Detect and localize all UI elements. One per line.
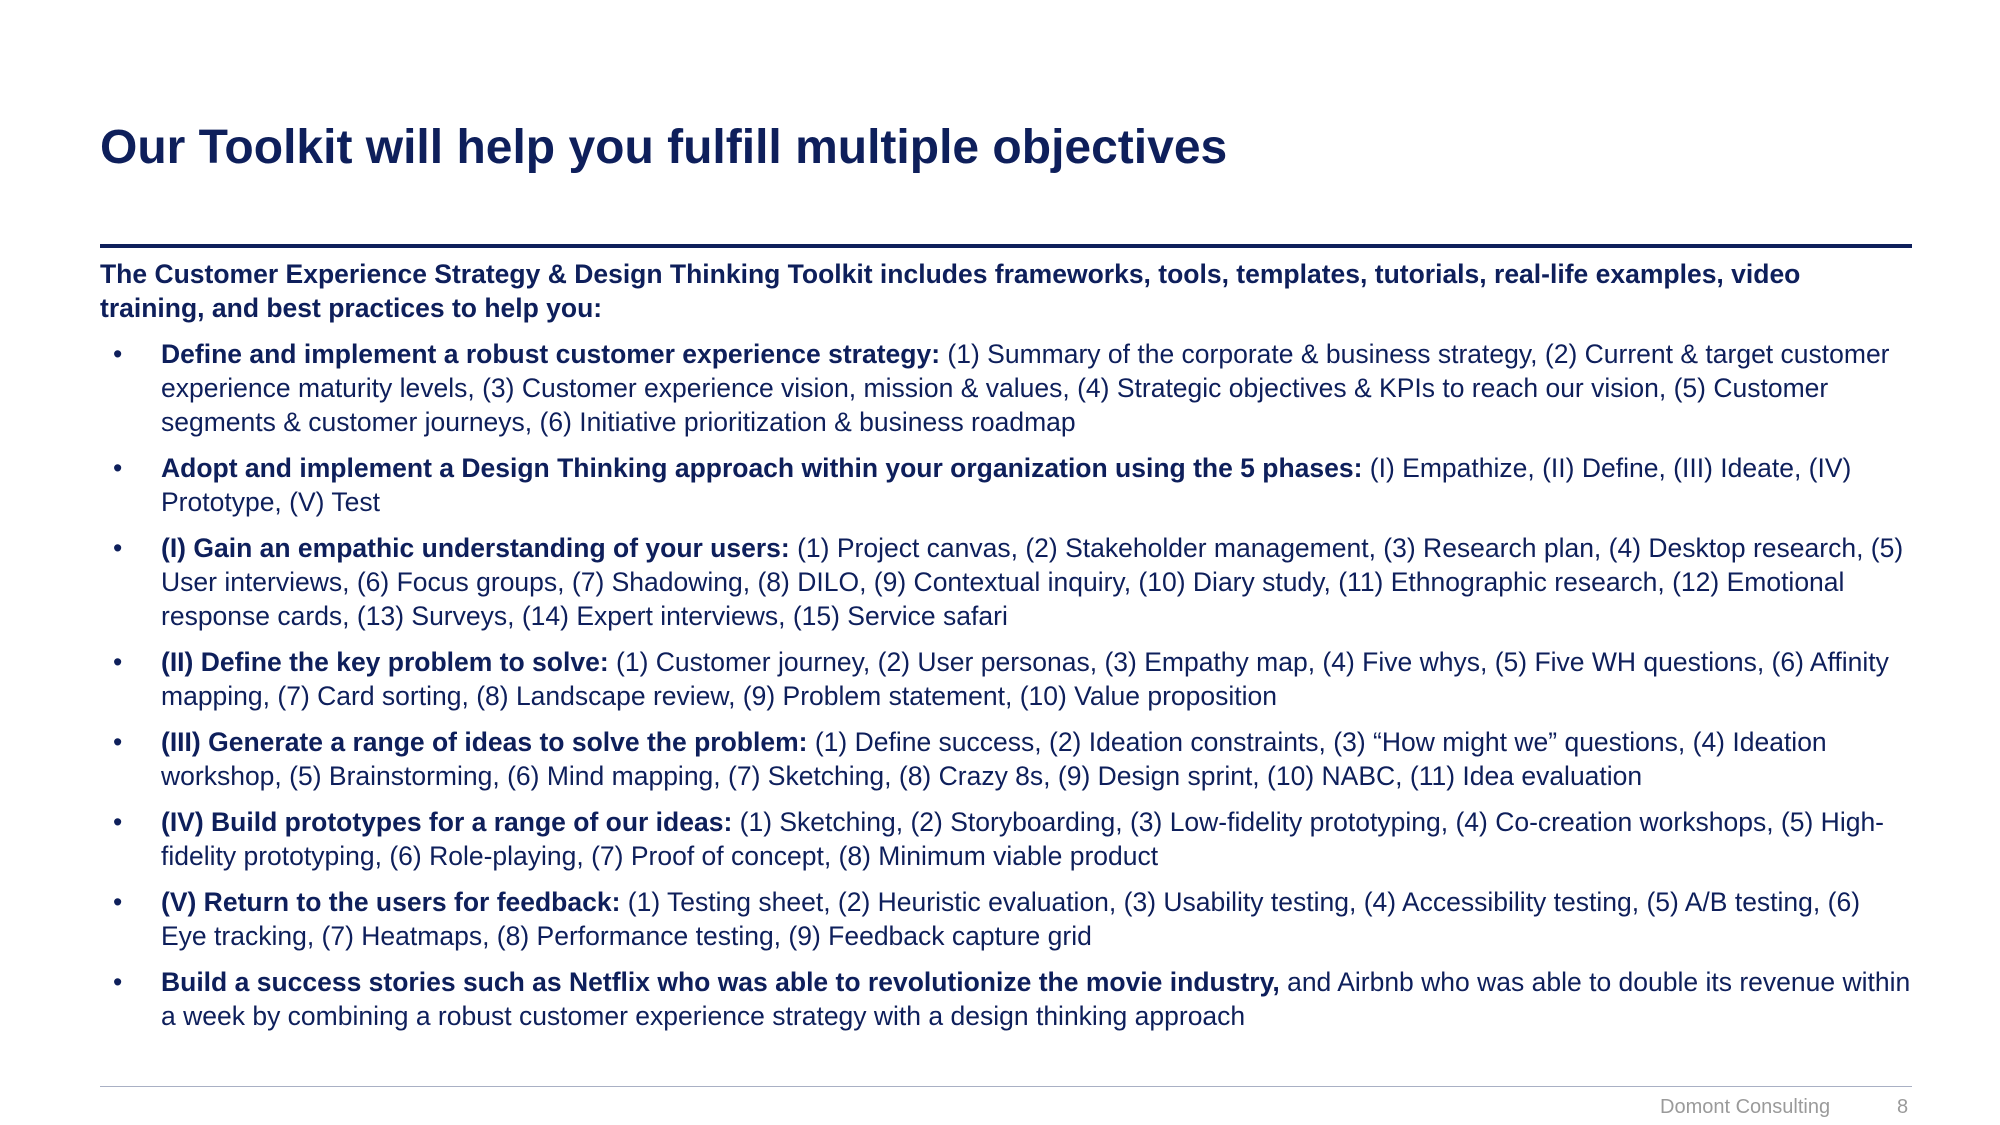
bullet-detail: and Airbnb who was able to double its revenue within a week by combining a robust customer experience strategy with a design thinking approach [161, 967, 1911, 1031]
list-item [100, 337, 1912, 439]
list-item [100, 805, 1912, 873]
bullet-dot-icon: • [113, 967, 123, 997]
slide-title: Our Toolkit will help you fulfill multiple objectives [100, 121, 1228, 174]
title-divider [100, 244, 1912, 248]
list-item [100, 645, 1912, 713]
bullet-detail: (I) Empathize, (II) Define, (III) Ideate, (IV) Prototype, (V) Test [161, 453, 1852, 517]
bullet-dot-icon: • [113, 453, 123, 483]
bullet-lead: (IV) Build prototypes for a range of our ideas: [161, 807, 733, 837]
bullet-lead: Build a success stories such as Netflix who was able to revolutionize the movie industry, [161, 967, 1280, 997]
bullet-dot-icon: • [113, 339, 123, 369]
bullet-lead: (II) Define the key problem to solve: [161, 647, 609, 677]
list-item [100, 725, 1912, 793]
list-item [100, 965, 1912, 1033]
bullet-detail: (1) Summary of the corporate & business strategy, (2) Current & target customer experience maturity levels, (3) Customer experience vision, mission & values, (4) Strategic objectives & KPIs to reach our vision, (5) Customer segments & customer journeys, (6) Initiative prioritization & business roadmap [161, 339, 1890, 437]
footer-company-name: Domont Consulting [1660, 1096, 1831, 1118]
bullet-lead: Define and implement a robust customer experience strategy: [161, 339, 941, 369]
intro-text: The Customer Experience Strategy & Design Thinking Toolkit includes frameworks, tools, templates, tutorials, real-life examples, video training, and best practices to help you: [100, 259, 1801, 323]
bullet-lead: (III) Generate a range of ideas to solve the problem: [161, 727, 808, 757]
bullet-dot-icon: • [113, 807, 123, 837]
bullet-lead: (I) Gain an empathic understanding of your users: [161, 533, 790, 563]
bullet-dot-icon: • [113, 533, 123, 563]
footer-divider [100, 1086, 1912, 1087]
list-item [100, 531, 1912, 633]
bullet-dot-icon: • [113, 727, 123, 757]
bullet-detail: (1) Testing sheet, (2) Heuristic evaluation, (3) Usability testing, (4) Accessibility testing, (5) A/B testing, (6) Eye tracking, (7) Heatmaps, (8) Performance testing, (9) Feedback capture grid [161, 887, 1861, 951]
bullet-detail: (1) Customer journey, (2) User personas, (3) Empathy map, (4) Five whys, (5) Five WH questions, (6) Affinity mapping, (7) Card sorting, (8) Landscape review, (9) Problem statement, (10) Value proposition [161, 647, 1889, 711]
list-item [100, 885, 1912, 953]
bullet-detail: (1) Define success, (2) Ideation constraints, (3) “How might we” questions, (4) Ideation workshop, (5) Brainstorming, (6) Mind mapping, (7) Sketching, (8) Crazy 8s, (9) Design sprint, (10) NABC, (11) Idea evaluation [161, 727, 1827, 791]
bullet-dot-icon: • [113, 887, 123, 917]
bullet-dot-icon: • [113, 647, 123, 677]
list-item [100, 451, 1912, 519]
bullet-detail: (1) Project canvas, (2) Stakeholder management, (3) Research plan, (4) Desktop research, (5) User interviews, (6) Focus groups, (7) Shadowing, (8) DILO, (9) Contextual inquiry, (10) Diary study, (11) Ethnographic research, (12) Emotional response cards, (13) Surveys, (14) Expert interviews, (15) Service safari [161, 533, 1904, 631]
slide-content [100, 257, 1912, 1045]
bullet-lead: (V) Return to the users for feedback: [161, 887, 621, 917]
objectives-list [100, 337, 1912, 1033]
bullet-lead: Adopt and implement a Design Thinking approach within your organization using the 5 phases: [161, 453, 1363, 483]
page-number: 8 [1897, 1096, 1909, 1118]
bullet-detail: (1) Sketching, (2) Storyboarding, (3) Low-fidelity prototyping, (4) Co-creation workshops, (5) High-fidelity prototyping, (6) Role-playing, (7) Proof of concept, (8) Minimum viable product [161, 807, 1885, 871]
